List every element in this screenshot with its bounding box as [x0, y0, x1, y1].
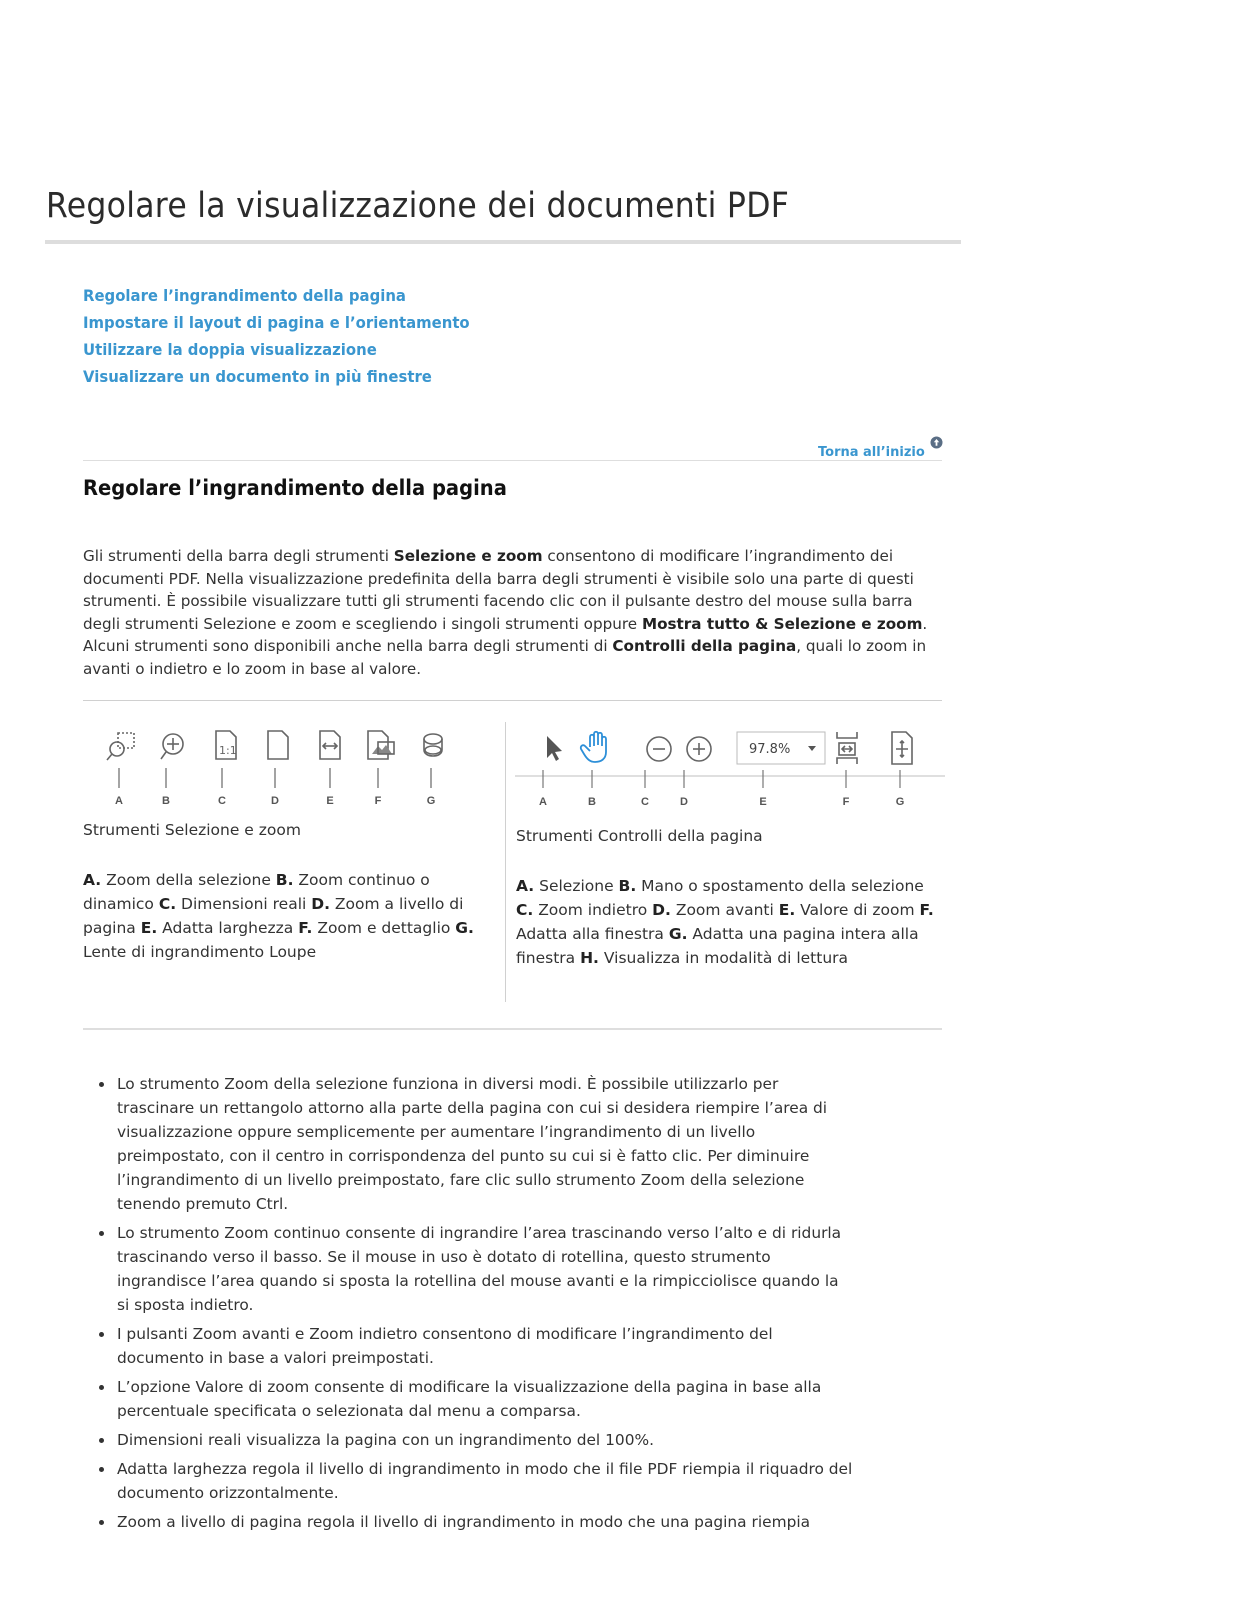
- toc-item: [83, 313, 499, 340]
- callout-letter: G: [426, 795, 436, 807]
- intro-text: Gli strumenti della barra degli strumenti: [83, 547, 394, 565]
- right-figure-caption: Strumenti Controlli della pagina: [516, 827, 763, 845]
- legend-text: Adatta una pagina intera alla finestra: [516, 925, 919, 967]
- left-figure-legend: [83, 868, 483, 964]
- actual-size-icon: [216, 731, 237, 759]
- callout-lines: [119, 768, 431, 788]
- toc-link-layout[interactable]: Impostare il layout di pagina e l’orientamento: [83, 313, 470, 332]
- hand-tool-icon: [581, 732, 606, 762]
- list-item: • Adatta larghezza regola il livello di ingrandimento in modo che il file PDF riempia il riquadro del documento orizzontalmente.: [115, 1457, 855, 1505]
- legend-letter: A.: [83, 871, 102, 889]
- back-to-top-link[interactable]: Torna all’inizio: [818, 445, 925, 460]
- page-controls-toolbar-figure: [515, 728, 945, 810]
- legend-text: Zoom della selezione: [101, 871, 276, 889]
- legend-letter: D.: [311, 895, 330, 913]
- legend-letter: F.: [919, 901, 934, 919]
- figure-bottom-divider: [83, 1028, 942, 1030]
- callout-lines: [515, 770, 945, 788]
- legend-letter: F.: [298, 919, 313, 937]
- fit-page-icon: [892, 732, 912, 764]
- figure-column-divider: [505, 722, 506, 1002]
- legend-text: Lente di ingrandimento Loupe: [83, 943, 317, 961]
- toc-link-ingrandimento[interactable]: Regolare l’ingrandimento della pagina: [83, 286, 406, 305]
- toc-item: [83, 367, 499, 394]
- callout-letter: D: [271, 795, 279, 807]
- intro-text: , quali lo zoom in avanti o indietro e lo zoom in base al valore.: [83, 637, 927, 678]
- legend-letter: D.: [652, 901, 671, 919]
- callout-letter: C: [218, 795, 226, 807]
- right-figure-legend: [516, 874, 936, 970]
- intro-bold-term: Selezione e zoom: [393, 547, 543, 565]
- legend-text: Adatta larghezza: [157, 919, 299, 937]
- section-divider: [83, 460, 942, 461]
- arrow-up-circle-icon[interactable]: [930, 436, 943, 449]
- callout-letter: C: [641, 796, 649, 808]
- legend-text: Visualizza in modalità di lettura: [598, 949, 849, 967]
- callout-letter: E: [759, 796, 767, 808]
- section-title: Regolare l’ingrandimento della pagina: [83, 476, 507, 500]
- legend-letter: C.: [516, 901, 534, 919]
- dynamic-zoom-icon: [161, 734, 183, 759]
- legend-letter: G.: [668, 925, 688, 943]
- select-arrow-icon: [547, 736, 562, 761]
- zoom-value-text: 97.8%: [749, 742, 791, 757]
- list-item: • I pulsanti Zoom avanti e Zoom indietro consentono di modificare l’ingrandimento del documento in base a valori preimpostati.: [115, 1322, 855, 1370]
- list-item: • Lo strumento Zoom della selezione funziona in diversi modi. È possibile utilizzarlo per trascinare un rettangolo attorno alla parte della pagina con cui si desidera riempire l’area di visualizzazione oppure semplicemente per aumentare l’ingrandimento di un livello preimpostato, con il centro in corrispondenza del punto su cui si è fatto clic. Per diminuire l’ingrandimento di un livello preimpostato, fare clic sullo strumento Zoom della selezione tenendo premuto Ctrl.: [115, 1072, 855, 1216]
- zoom-selection-icon: [107, 733, 134, 760]
- fit-window-icon: [837, 732, 857, 764]
- legend-text: Zoom continuo o dinamico: [83, 871, 430, 913]
- intro-bold-term: Mostra tutto & Selezione e zoom: [641, 614, 923, 633]
- intro-bold-term: Controlli della pagina: [612, 637, 797, 655]
- legend-letter: B.: [275, 871, 294, 889]
- list-item: • L’opzione Valore di zoom consente di modificare la visualizzazione della pagina in base alla percentuale specificata o selezionata dal menu a comparsa.: [115, 1375, 855, 1423]
- callout-letter: B: [588, 796, 596, 808]
- callout-letter: A: [539, 796, 547, 808]
- legend-text: Zoom indietro: [533, 901, 653, 919]
- toc-item: [83, 340, 499, 367]
- left-figure-caption: Strumenti Selezione e zoom: [83, 821, 301, 839]
- legend-text: Zoom avanti: [670, 901, 779, 919]
- callout-letter: E: [326, 795, 334, 807]
- legend-letter: A.: [516, 877, 535, 895]
- legend-text: Valore di zoom: [795, 901, 920, 919]
- zoom-in-icon: [687, 737, 711, 761]
- callout-letter: D: [680, 796, 688, 808]
- zoom-tools-bullet-list: [95, 1072, 855, 1539]
- callout-letter: G: [895, 796, 905, 808]
- zoom-out-icon: [647, 737, 671, 761]
- selection-zoom-toolbar-figure: [100, 728, 480, 810]
- intro-text: consentono di modificare l’ingrandimento dei documenti PDF. Nella visualizzazione predefinita della barra degli strumenti è visibile solo una parte di questi strumenti. È possibile visualizzare tutti gli strumenti facendo clic con il pulsante destro del mouse sulla barra degli strumenti Selezione e zoom e scegliendo i singoli strumenti oppure: [83, 547, 914, 633]
- zoom-value-dropdown: [737, 732, 825, 764]
- page-title: Regolare la visualizzazione dei documenti PDF: [46, 186, 790, 226]
- list-item: • Dimensioni reali visualizza la pagina con un ingrandimento del 100%.: [115, 1428, 855, 1452]
- legend-text: Zoom a livello di pagina: [83, 895, 464, 937]
- title-divider: [45, 240, 961, 244]
- list-item: • Zoom a livello di pagina regola il livello di ingrandimento in modo che una pagina riempia: [115, 1510, 855, 1534]
- zoom-to-page-icon: [268, 731, 288, 759]
- toc-item: [83, 286, 499, 313]
- pan-and-zoom-icon: [368, 731, 394, 759]
- legend-text: Mano o spostamento della selezione: [636, 877, 924, 895]
- legend-letter: E.: [778, 901, 796, 919]
- table-of-contents: [83, 286, 499, 394]
- loupe-tool-icon: [424, 734, 442, 756]
- fit-width-icon: [320, 731, 340, 759]
- legend-text: Dimensioni reali: [176, 895, 312, 913]
- figure-top-divider: [83, 700, 942, 701]
- legend-text: Selezione: [534, 877, 619, 895]
- intro-paragraph: [83, 545, 941, 680]
- intro-text: . Alcuni strumenti sono disponibili anche nella barra degli strumenti di: [83, 614, 928, 655]
- legend-letter: B.: [618, 877, 637, 895]
- toc-link-piu-finestre[interactable]: Visualizzare un documento in più finestre: [83, 367, 432, 386]
- legend-text: Adatta alla finestra: [516, 925, 669, 943]
- legend-letter: C.: [158, 895, 177, 913]
- callout-letter: A: [115, 795, 123, 807]
- callout-letter: F: [374, 795, 382, 807]
- legend-letter: E.: [140, 919, 158, 937]
- list-item: • Lo strumento Zoom continuo consente di ingrandire l’area trascinando verso l’alto e di ridurla trascinando verso il basso. Se il mouse in uso è dotato di rotellina, questo strumento ingrandisce l’area quando si sposta la rotellina del mouse avanti e la rimpicciolisce quando la si sposta indietro.: [115, 1221, 855, 1317]
- callout-letter: B: [162, 795, 170, 807]
- legend-letter: G.: [455, 919, 474, 937]
- svg-text:1:1: 1:1: [219, 744, 237, 757]
- legend-letter: H.: [580, 949, 599, 967]
- callout-letter: F: [842, 796, 850, 808]
- toc-link-doppia-visualizzazione[interactable]: Utilizzare la doppia visualizzazione: [83, 340, 377, 359]
- legend-text: Zoom e dettaglio: [312, 919, 456, 937]
